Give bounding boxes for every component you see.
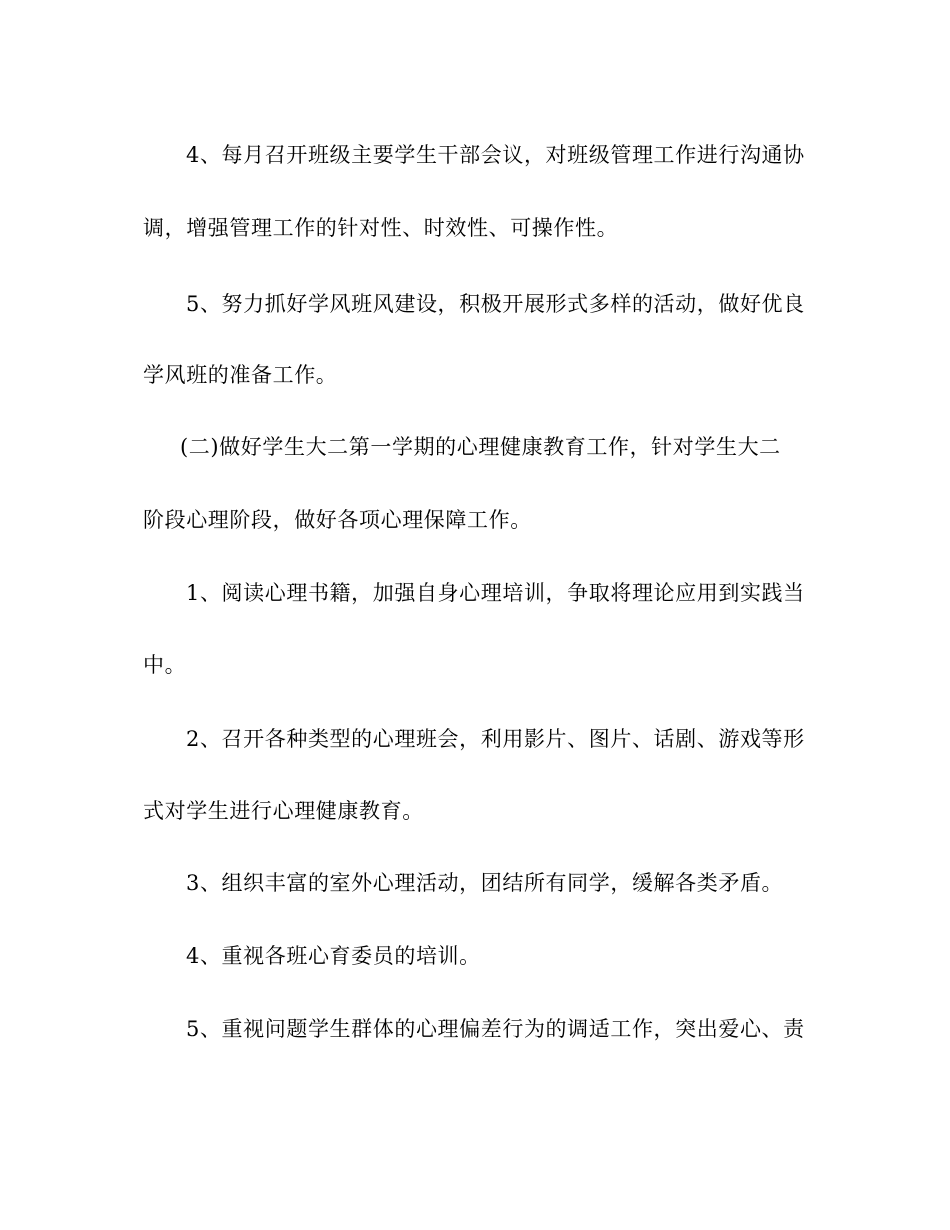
paragraph-item-5-line-2: 学风班的准备工作。 <box>143 363 338 387</box>
section2-item-5-line-1: 5、重视问题学生群体的心理偏差行为的调适工作，突出爱心、责 <box>186 1017 805 1041</box>
paragraph-item-4-line-1: 4、每月召开班级主要学生干部会议，对班级管理工作进行沟通协 <box>186 143 805 167</box>
section2-item-3-line-1: 3、组织丰富的室外心理活动，团结所有同学，缓解各类矛盾。 <box>186 871 784 895</box>
section2-item-2-line-1: 2、召开各种类型的心理班会，利用影片、图片、话剧、游戏等形 <box>186 727 805 751</box>
paragraph-item-5-line-1: 5、努力抓好学风班风建设，积极开展形式多样的活动，做好优良 <box>186 292 805 316</box>
section2-item-1-line-1: 1、阅读心理书籍，加强自身心理培训，争取将理论应用到实践当 <box>186 581 805 605</box>
section2-item-2-line-2: 式对学生进行心理健康教育。 <box>143 799 424 823</box>
section2-item-4-line-1: 4、重视各班心育委员的培训。 <box>186 944 481 968</box>
section-heading-2-line-1: (二)做好学生大二第一学期的心理健康教育工作，针对学生大二 <box>180 435 781 459</box>
section-heading-2-line-2: 阶段心理阶段，做好各项心理保障工作。 <box>143 508 532 532</box>
section2-item-1-line-2: 中。 <box>143 653 187 677</box>
paragraph-item-4-line-2: 调，增强管理工作的针对性、时效性、可操作性。 <box>143 216 619 240</box>
